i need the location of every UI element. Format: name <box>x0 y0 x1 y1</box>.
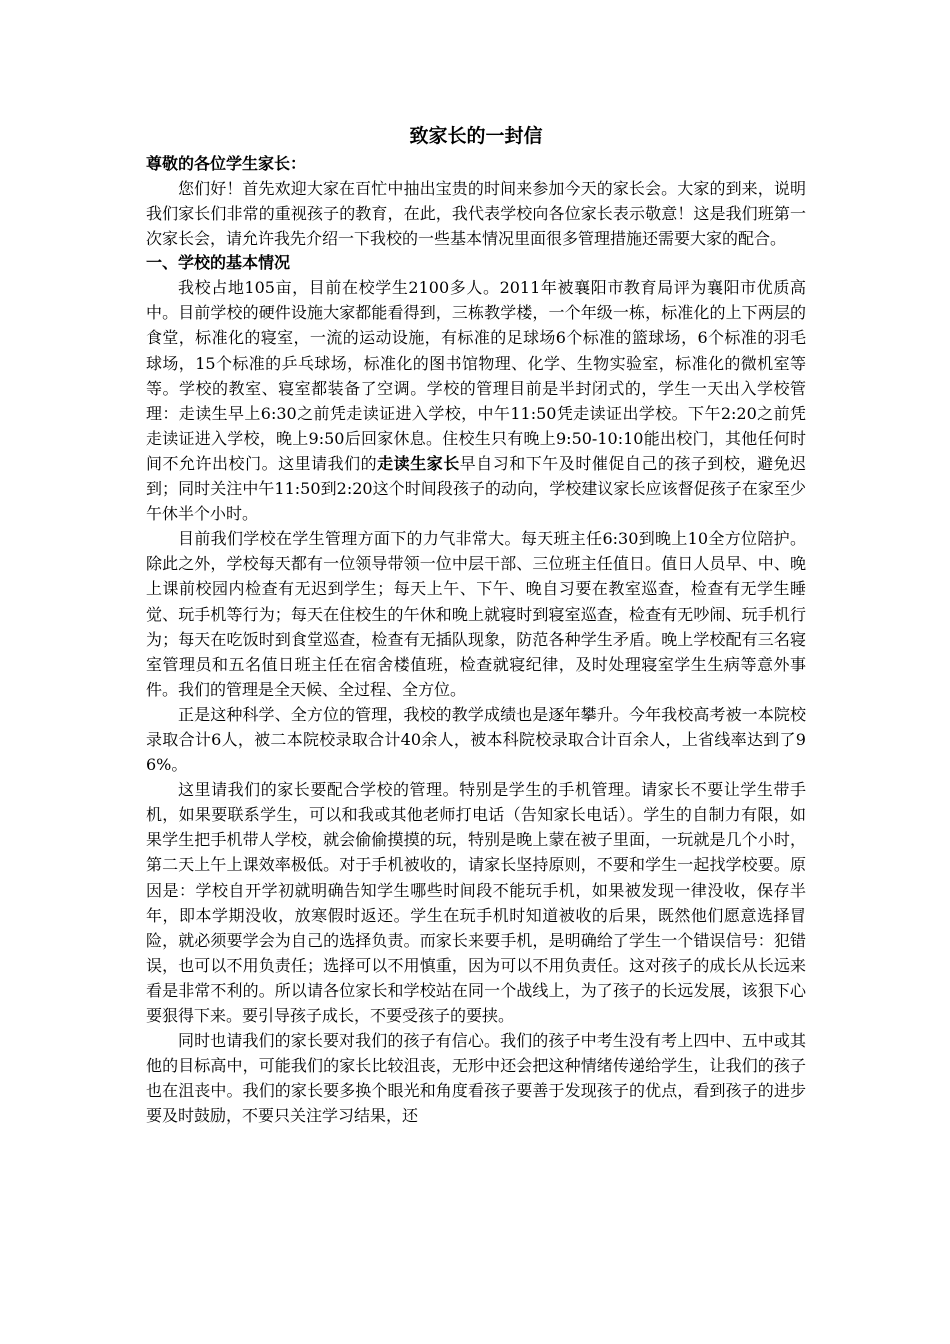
phone-policy-paragraph: 这里请我们的家长要配合学校的管理。特别是学生的手机管理。请家长不要让学生带手机，如果要联系学生，可以和我或其他老师打电话（告知家长电话）。学生的自制力有限，如果学生把手机带人学校，就会偷偷摸摸的玩，特别是晚上蒙在被子里面，一玩就是几个小时，第二天上午上课效率极低。对于手机被收的，请家长坚持原则，不要和学生一起找学校要。原因是：学校自开学初就明确告知学生哪些时间段不能玩手机，如果被发现一律没收，保存半年，即本学期没收，放寒假时返还。学生在玩手机时知道被收的后果，既然他们愿意选择冒险，就必须要学会为自己的选择负责。而家长来要手机，是明确给了学生一个错误信号：犯错误，也可以不用负责任；选择可以不用慎重，因为可以不用负责任。这对孩子的成长从长远来看是非常不利的。所以请各位家长和学校站在同一个战线上，为了孩子的长远发展，该狠下心要狠得下来。要引导孩子成长，不要受孩子的要挟。 <box>146 780 806 1025</box>
results-paragraph: 正是这种科学、全方位的管理，我校的教学成绩也是逐年攀升。今年我校高考被一本院校录取合计6人，被二本院校录取合计40余人，被本科院校录取合计百余人，上省线率达到了96%。 <box>146 704 806 775</box>
section-heading: 一、学校的基本情况 <box>146 253 291 273</box>
confidence-paragraph: 同时也请我们的家长要对我们的孩子有信心。我们的孩子中考生没有考上四中、五中或其他的目标高中，可能我们的家长比较沮丧，无形中还会把这种情绪传递给学生，让我们的孩子也在沮丧中。我们的家长要多换个眼光和角度看孩子要善于发现孩子的优点，看到孩子的进步要及时鼓励，不要只关注学习结果，还 <box>146 1031 806 1126</box>
intro-paragraph: 您们好！首先欢迎大家在百忙中抽出宝贵的时间来参加今天的家长会。大家的到来，说明我们家长们非常的重视孩子的教育，在此，我代表学校向各位家长表示敬意！这是我们班第一次家长会，请允许我先介绍一下我校的一些基本情况里面很多管理措施还需要大家的配合。 <box>146 179 806 249</box>
page-title: 致家长的一封信 <box>409 125 543 147</box>
paragraph-text: 我校占地105亩，目前在校学生2100多人。2011年被襄阳市教育局评为襄阳市优质高中。目前学校的硬件设施大家都能看得到，三栋教学楼，一个年级一栋，标准化的上下两层的食堂，标准化的寝室，一流的运动设施，有标准的足球场6个标准的篮球场，6个标准的羽毛球场，15个标准的乒乓球场，标准化的图书馆物理、化学、生物实验室，标准化的微机室等等。学校的教室、寝室都装备了空调。学校的管理目前是半封闭式的，学生一天出入学校管理：走读生早上6:30之前凭走读证进入学校，中午11:50凭走读证出学校。下午2:20之前凭走读证进入学校，晚上9:50后回家休息。住校生只有晚上9:50-10:10能出校门，其他任何时间不允许出校门。这里请我们的 <box>146 278 806 473</box>
paragraph-text: 早自习和下午及时催促自己的孩子到校，避免迟到；同时关注中午11:50到2:20这个时间段孩子的动向，学校建议家长应该督促孩子在家至少午休半个小时。 <box>146 453 806 524</box>
salutation: 尊敬的各位学生家长： <box>146 154 307 173</box>
school-info-paragraph <box>146 275 806 526</box>
letter-page <box>146 122 806 1128</box>
management-paragraph: 目前我们学校在学生管理方面下的力气非常大。每天班主任6:30到晚上10全方位陪护。除此之外，学校每天都有一位领导带领一位中层干部、三位班主任值日。值日人员早、中、晚上课前校园内检查有无迟到学生；每天上午、下午、晚自习要在教室巡查，检查有无学生睡觉、玩手机等行为；每天在住校生的午休和晚上就寝时到寝室巡查，检查有无吵闹、玩手机行为；每天在吃饭时到食堂巡查，检查有无插队现象，防范各种学生矛盾。晚上学校配有三名寝室管理员和五名值日班主任在宿舍楼值班，检查就寝纪律，及时处理寝室学生生病等意外事件。我们的管理是全天候、全过程、全方位。 <box>146 529 806 699</box>
bold-emphasis: 走读生家长 <box>377 453 460 473</box>
